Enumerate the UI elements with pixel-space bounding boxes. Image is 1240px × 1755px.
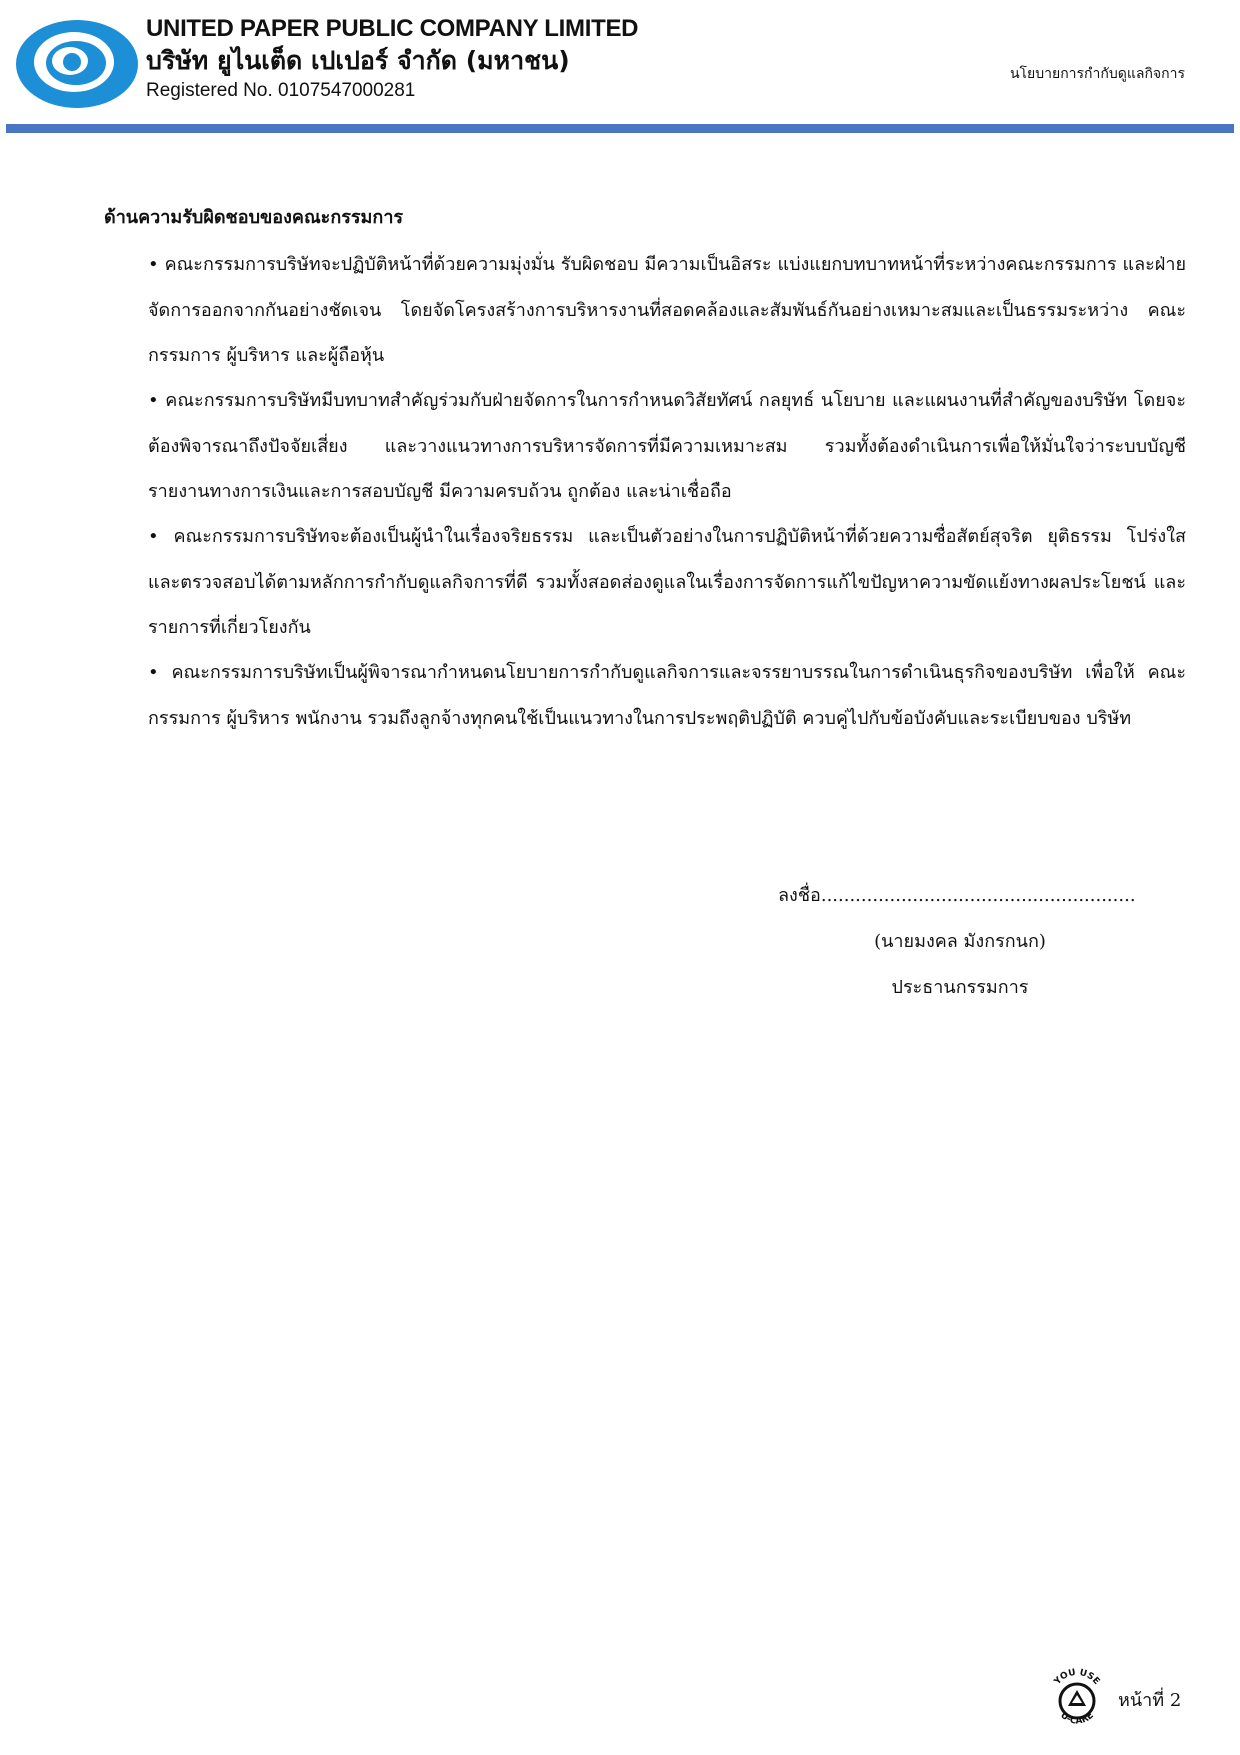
- bullet-paragraph-1: • คณะกรรมการบริษัทจะปฏิบัติหน้าที่ด้วยความมุ่งมั่น รับผิดชอบ มีความเป็นอิสระ แบ่งแยกบทบาทหน้าที่ระหว่างคณะกรรมการ และฝ่ายจัดการออกจากกันอย่างชัดเจน โดยจัดโครงสร้างการบริหารงานที่สอดคล้องและสัมพันธ์กันอย่างเหมาะสมและเป็นธรรมระหว่าง คณะกรรมการ ผู้บริหาร และผู้ถือหุ้น: [148, 254, 1186, 366]
- section-title: ด้านความรับผิดชอบของคณะกรรมการ: [104, 207, 404, 228]
- u-care-recycle-icon: [1046, 1668, 1108, 1730]
- company-name-th: บริษัท ยูไนเต็ด เปเปอร์ จำกัด (มหาชน): [146, 46, 570, 75]
- icon-text-bottom: U-CARE: [1058, 1710, 1096, 1727]
- company-name-en: UNITED PAPER PUBLIC COMPANY LIMITED: [146, 15, 639, 42]
- page-header: [0, 0, 1240, 135]
- bullet-paragraph-4: • คณะกรรมการบริษัทเป็นผู้พิจารณากำหนดนโยบายการกำกับดูแลกิจการและจรรยาบรรณในการดำเนินธุรกิจของบริษัท เพื่อให้ คณะกรรมการ ผู้บริหาร พนักงาน รวมถึงลูกจ้างทุกคนใช้เป็นแนวทางในการประพฤติปฏิบัติ ควบคู่ไปกับข้อบังคับและระเบียบของ บริษัท: [148, 662, 1186, 729]
- document-title: นโยบายการกำกับดูแลกิจการ: [1009, 66, 1185, 82]
- company-logo-icon: [14, 18, 140, 110]
- icon-text-top: YOU USE: [1052, 1668, 1102, 1687]
- signature-line: ลงชื่อ.......................................................: [778, 885, 1136, 906]
- company-name-block: [146, 14, 638, 104]
- bullet-paragraph-3: • คณะกรรมการบริษัทจะต้องเป็นผู้นำในเรื่องจริยธรรม และเป็นตัวอย่างในการปฏิบัติหน้าที่ด้วยความซื่อสัตย์สุจริต ยุติธรรม โปร่งใส และตรวจสอบได้ตามหลักการกำกับดูแลกิจการที่ดี รวมทั้งสอดส่องดูแลในเรื่องการจัดการแก้ไขปัญหาความขัดแย้งทางผลประโยชน์ และรายการที่เกี่ยวโยงกัน: [148, 526, 1186, 638]
- page-number: หน้าที่ 2: [1118, 1690, 1182, 1711]
- registration-number: Registered No. 0107547000281: [146, 80, 416, 101]
- bullet-paragraph-2: • คณะกรรมการบริษัทมีบทบาทสำคัญร่วมกับฝ่ายจัดการในการกำหนดวิสัยทัศน์ กลยุทธ์ นโยบาย และแผนงานที่สำคัญของบริษัท โดยจะต้องพิจารณาถึงปัจจัยเสี่ยง และวางแนวทางการบริหารจัดการที่มีความเหมาะสม รวมทั้งต้องดำเนินการเพื่อให้มั่นใจว่าระบบบัญชี รายงานทางการเงินและการสอบบัญชี มีความครบถ้วน ถูกต้อง และน่าเชื่อถือ: [148, 390, 1186, 502]
- header-divider: [6, 124, 1234, 133]
- svg-text:U-CARE: [1058, 1711, 1096, 1727]
- signatory-name: (นายมงคล มังกรกนก): [874, 931, 1046, 952]
- signatory-position: ประธานกรรมการ: [891, 977, 1029, 998]
